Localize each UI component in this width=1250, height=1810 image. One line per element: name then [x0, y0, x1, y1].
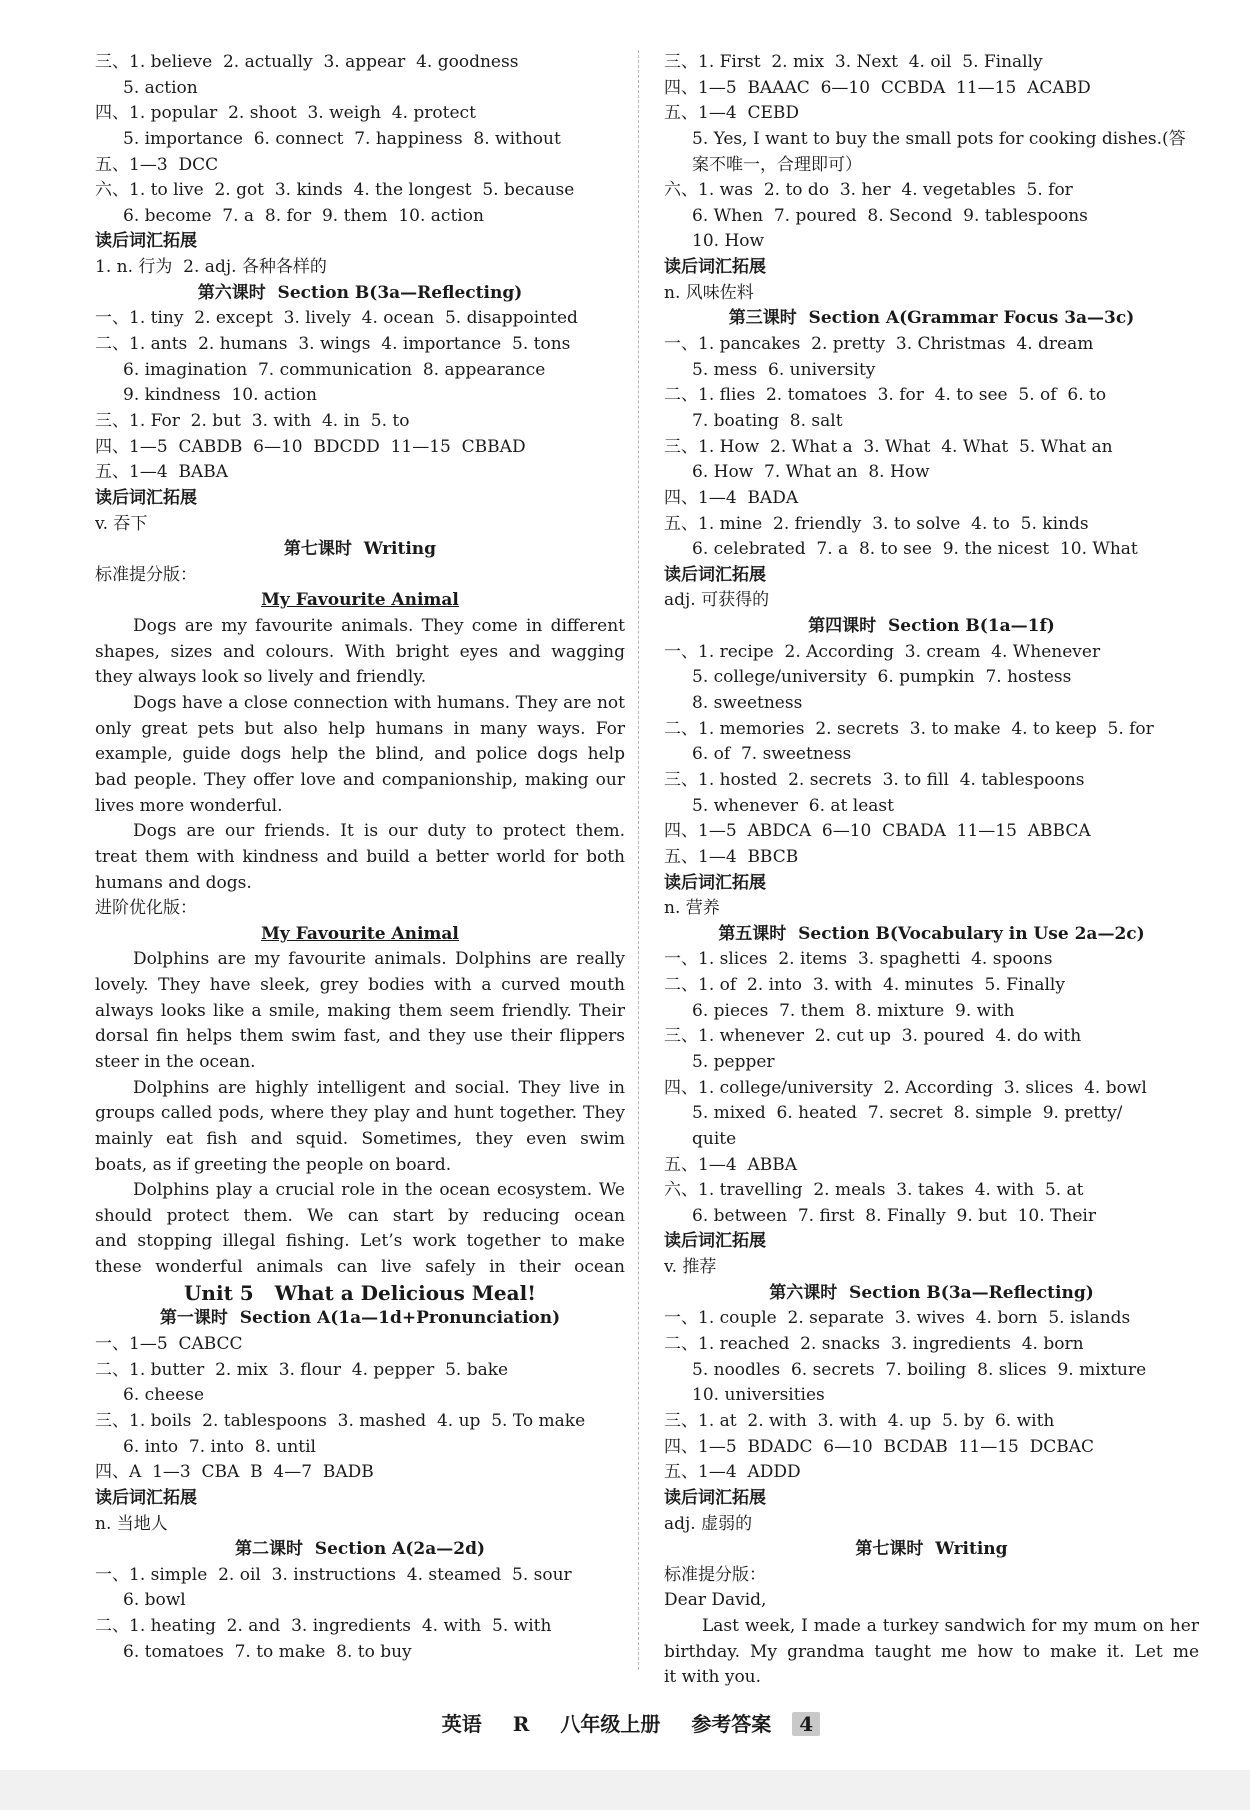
section-label: 读后词汇拓展: [664, 257, 766, 278]
answer-line: 四、1—5 BAAAC 6—10 CCBDA 11—15 ACABD: [664, 77, 1091, 98]
footer-subject: 英语: [441, 1712, 482, 1736]
essay-line: Dolphins are my favourite animals. Dolphins are really: [133, 949, 625, 970]
section-label: 读后词汇拓展: [664, 1231, 766, 1252]
answer-line: 6. pieces 7. them 8. mixture 9. with: [692, 1000, 1015, 1021]
essay-line: always looks like a smile, making them seem friendly. Their: [95, 1000, 625, 1021]
answer-line: 一、1. tiny 2. except 3. lively 4. ocean 5. disappointed: [95, 308, 578, 329]
answer-line: 5. Yes, I want to buy the small pots for cooking dishes.(答: [692, 128, 1186, 149]
section-label: 读后词汇拓展: [95, 231, 197, 252]
answer-line: 7. boating 8. salt: [692, 410, 843, 431]
essay-line: and stopping illegal fishing. Let’s work together to make: [95, 1231, 625, 1252]
essay-line: they always look so lively and friendly.: [95, 667, 427, 688]
answer-line: 一、1. recipe 2. According 3. cream 4. Whenever: [664, 641, 1101, 662]
answer-line: 6. into 7. into 8. until: [123, 1436, 316, 1457]
answer-line: 5. importance 6. connect 7. happiness 8. without: [123, 128, 561, 149]
lesson-heading: 第六课时 Section B(3a—Reflecting): [197, 282, 523, 303]
answer-line: 二、1. flies 2. tomatoes 3. for 4. to see 5. of 6. to: [664, 385, 1107, 406]
lesson-heading: 第七课时 Writing: [283, 539, 437, 560]
lesson-heading: 第一课时 Section A(1a—1d+Pronunciation): [159, 1308, 561, 1329]
lesson-heading: 第三课时 Section A(Grammar Focus 3a—3c): [728, 308, 1135, 329]
answer-line: 6. between 7. first 8. Finally 9. but 10. Their: [692, 1205, 1096, 1226]
answer-line: 5. pepper: [692, 1051, 775, 1072]
essay-line: boats, as if greeting the people on board.: [95, 1154, 452, 1175]
essay-title: My Favourite Animal: [261, 923, 459, 944]
answer-line: n. 风味佐料: [664, 282, 754, 303]
answer-line: 一、1—5 CABCC: [95, 1334, 243, 1355]
answer-line: 四、1—5 BDADC 6—10 BCDAB 11—15 DCBAC: [664, 1436, 1095, 1457]
footer-edition: R: [512, 1712, 530, 1736]
answer-line: 二、1. ants 2. humans 3. wings 4. importance 5. tons: [95, 334, 571, 355]
answer-line: 6. imagination 7. communication 8. appearance: [123, 359, 546, 380]
page-footer: [0, 1708, 1250, 1737]
answer-line: 五、1—4 ADDD: [664, 1462, 801, 1483]
essay-line: mainly eat fish and squid. Sometimes, they even swim: [95, 1128, 625, 1149]
essay-line: Dogs have a close connection with humans. They are not: [133, 693, 625, 714]
essay-line: Dogs are my favourite animals. They come in different: [133, 616, 625, 637]
essay-line: bad people. They offer love and companionship, making our: [95, 769, 625, 790]
answer-line: 6. become 7. a 8. for 9. them 10. action: [123, 205, 484, 226]
answer-line: 二、1. butter 2. mix 3. flour 4. pepper 5. bake: [95, 1359, 509, 1380]
essay-line: shapes, sizes and colours. With bright eyes and wagging: [95, 641, 625, 662]
essay-line: lovely. They have sleek, grey bodies with a curved mouth: [95, 975, 625, 996]
answer-line: v. 吞下: [95, 513, 148, 534]
answer-line: 6. celebrated 7. a 8. to see 9. the nicest 10. What: [692, 539, 1138, 560]
answer-line: 三、1. boils 2. tablespoons 3. mashed 4. up 5. To make: [95, 1410, 586, 1431]
answer-line: 二、1. heating 2. and 3. ingredients 4. with 5. with: [95, 1616, 552, 1637]
footer-grade: 八年级上册: [560, 1712, 661, 1736]
answer-line: 一、1. pancakes 2. pretty 3. Christmas 4. dream: [664, 334, 1094, 355]
essay-line: treat them with kindness and build a better world for both: [95, 846, 625, 867]
lesson-heading: 第二课时 Section A(2a—2d): [234, 1539, 486, 1560]
footer-label: 参考答案: [691, 1712, 772, 1736]
answer-line: 10. universities: [692, 1385, 825, 1406]
answer-line: 三、1. For 2. but 3. with 4. in 5. to: [95, 410, 410, 431]
answer-line: 6. bowl: [123, 1590, 186, 1611]
essay-line: Dolphins are highly intelligent and social. They live in: [133, 1077, 625, 1098]
answer-line: 三、1. How 2. What a 3. What 4. What 5. What an: [664, 436, 1113, 457]
essay-line: groups called pods, where they play and hunt together. They: [95, 1103, 625, 1124]
answer-line: 一、1. slices 2. items 3. spaghetti 4. spoons: [664, 949, 1053, 970]
left-column: [95, 50, 625, 1665]
answer-line: 四、1. popular 2. shoot 3. weigh 4. protect: [95, 103, 476, 124]
section-label: 读后词汇拓展: [95, 1487, 197, 1508]
answer-line: 6. of 7. sweetness: [692, 744, 852, 765]
answer-line: 五、1—4 BBCB: [664, 846, 799, 867]
answer-line: 9. kindness 10. action: [123, 385, 318, 406]
answer-line: Dear David,: [664, 1590, 767, 1611]
answer-line: 四、1—4 BADA: [664, 487, 799, 508]
essay-line: dorsal fin helps them swim fast, and they use their flippers: [95, 1026, 625, 1047]
answer-line: 5. noodles 6. secrets 7. boiling 8. slices 9. mixture: [692, 1359, 1147, 1380]
answer-line: n. 营养: [664, 898, 720, 919]
lesson-heading: 第六课时 Section B(3a—Reflecting): [769, 1282, 1094, 1303]
answer-line: 5. whenever 6. at least: [692, 795, 894, 816]
essay-line: Last week, I made a turkey sandwich for my mum on her: [702, 1616, 1199, 1637]
answer-line: 一、1. couple 2. separate 3. wives 4. born 5. islands: [664, 1308, 1131, 1329]
answer-line: 5. mess 6. university: [692, 359, 876, 380]
essay-line: humans and dogs.: [95, 872, 252, 893]
answer-line: 四、1. college/university 2. According 3. slices 4. bowl: [664, 1077, 1147, 1098]
answer-line: quite: [692, 1128, 737, 1149]
lesson-heading: 第五课时 Section B(Vocabulary in Use 2a—2c): [718, 923, 1145, 944]
answer-line: 三、1. whenever 2. cut up 3. poured 4. do with: [664, 1026, 1082, 1047]
answer-line: 四、1—5 ABDCA 6—10 CBADA 11—15 ABBCA: [664, 821, 1091, 842]
answer-line: 6. How 7. What an 8. How: [692, 462, 930, 483]
essay-line: lives more wonderful.: [95, 795, 283, 816]
lesson-heading: 第七课时 Writing: [855, 1539, 1008, 1560]
answer-line: 案不唯一，合理即可）: [692, 154, 862, 175]
answer-line: 二、1. memories 2. secrets 3. to make 4. to keep 5. for: [664, 718, 1154, 739]
answer-line: 1. n. 行为 2. adj. 各种各样的: [95, 257, 327, 278]
answer-line: 二、1. reached 2. snacks 3. ingredients 4. born: [664, 1334, 1084, 1355]
answer-line: 一、1. simple 2. oil 3. instructions 4. steamed 5. sour: [95, 1564, 572, 1585]
answer-line: 5. college/university 6. pumpkin 7. hostess: [692, 667, 1072, 688]
unit-heading: Unit 5 What a Delicious Meal!: [183, 1280, 536, 1305]
right-column: [664, 50, 1199, 1691]
section-label: 读后词汇拓展: [664, 1487, 766, 1508]
answer-line: 六、1. travelling 2. meals 3. takes 4. with 5. at: [664, 1180, 1084, 1201]
essay-title: My Favourite Animal: [261, 590, 459, 611]
answer-line: 六、1. to live 2. got 3. kinds 4. the longest 5. because: [95, 180, 575, 201]
answer-line: 标准提分版：: [664, 1564, 766, 1585]
page-number: 4: [792, 1712, 820, 1736]
answer-line: n. 当地人: [95, 1513, 168, 1534]
essay-line: it with you.: [664, 1667, 762, 1688]
answer-line: 四、1—5 CABDB 6—10 BDCDD 11—15 CBBAD: [95, 436, 526, 457]
answer-line: v. 推荐: [664, 1257, 717, 1278]
answer-line: 三、1. First 2. mix 3. Next 4. oil 5. Finally: [664, 52, 1043, 72]
answer-line: 三、1. at 2. with 3. with 4. up 5. by 6. with: [664, 1410, 1055, 1431]
answer-line: 五、1. mine 2. friendly 3. to solve 4. to 5. kinds: [664, 513, 1089, 534]
column-divider: [638, 50, 639, 1670]
answer-line: 5. action: [123, 77, 198, 98]
answer-line: 进阶优化版：: [95, 898, 197, 919]
essay-line: birthday. My grandma taught me how to make it. Let me: [664, 1641, 1199, 1662]
essay-line: Dogs are our friends. It is our duty to protect them.: [133, 821, 625, 842]
answer-line: 五、1—4 BABA: [95, 462, 228, 483]
bottom-margin-band: [0, 1770, 1250, 1810]
answer-line: 标准提分版：: [95, 564, 197, 585]
answer-line: 5. mixed 6. heated 7. secret 8. simple 9. pretty/: [692, 1103, 1123, 1124]
answer-line: 8. sweetness: [692, 693, 803, 714]
answer-line: 三、1. hosted 2. secrets 3. to fill 4. tablespoons: [664, 769, 1085, 790]
answer-line: 6. cheese: [123, 1385, 204, 1406]
essay-line: only great pets but also help humans in many ways. For: [95, 718, 625, 739]
answer-line: adj. 虚弱的: [664, 1513, 753, 1534]
answer-line: 五、1—4 ABBA: [664, 1154, 797, 1175]
answer-line: 五、1—3 DCC: [95, 154, 219, 175]
answer-line: 二、1. of 2. into 3. with 4. minutes 5. Finally: [664, 975, 1065, 996]
answer-line: 6. When 7. poured 8. Second 9. tablespoons: [692, 205, 1088, 226]
section-label: 读后词汇拓展: [95, 487, 197, 508]
lesson-heading: 第四课时 Section B(1a—1f): [808, 616, 1055, 637]
essay-line: example, guide dogs help the blind, and police dogs help: [95, 744, 625, 765]
answer-line: adj. 可获得的: [664, 590, 770, 611]
essay-line: steer in the ocean.: [95, 1051, 256, 1072]
answer-line: 六、1. was 2. to do 3. her 4. vegetables 5. for: [664, 180, 1073, 201]
essay-line: Dolphins play a crucial role in the ocean ecosystem. We: [133, 1180, 625, 1201]
answer-line: 四、A 1—3 CBA B 4—7 BADB: [95, 1462, 374, 1483]
essay-line: these wonderful animals can live safely in their ocean: [95, 1257, 625, 1278]
answer-line: 10. How: [692, 231, 765, 252]
essay-line: should protect them. We can start by reducing ocean: [95, 1205, 625, 1226]
section-label: 读后词汇拓展: [664, 564, 766, 585]
answer-line: 五、1—4 CEBD: [664, 103, 799, 124]
answer-line: 6. tomatoes 7. to make 8. to buy: [123, 1641, 412, 1662]
answer-line: 三、1. believe 2. actually 3. appear 4. goodness: [95, 52, 519, 72]
section-label: 读后词汇拓展: [664, 872, 766, 893]
